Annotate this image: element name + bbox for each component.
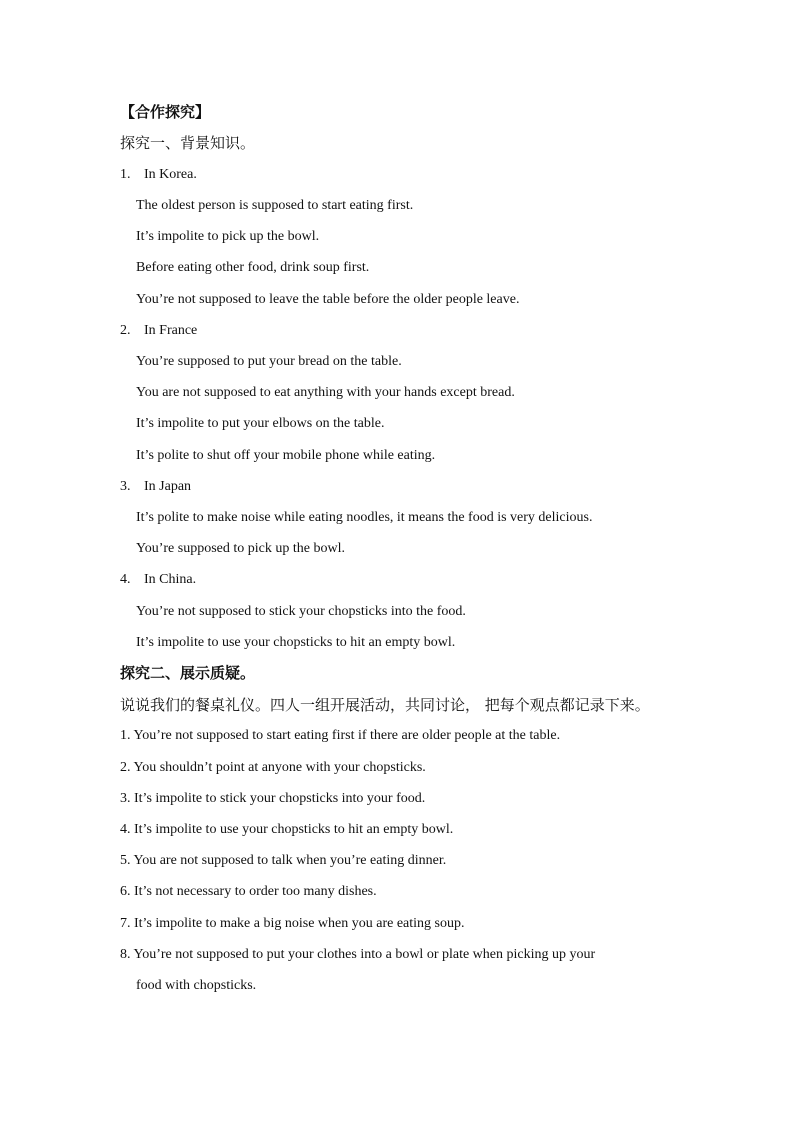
- group-country: In Korea.: [144, 167, 197, 182]
- group-heading-japan: [120, 478, 191, 496]
- group-country: In China.: [144, 572, 197, 587]
- list-item: 3. It’s impolite to stick your chopsticks into your food.: [120, 791, 426, 806]
- group-line: You’re supposed to put your bread on the table.: [136, 354, 402, 369]
- group-country: In France: [144, 323, 198, 338]
- group-heading-korea: [120, 166, 197, 184]
- list-item: 6. It’s not necessary to order too many dishes.: [120, 884, 377, 899]
- group-line: It’s impolite to put your elbows on the table.: [136, 416, 385, 431]
- group-line: You’re not supposed to stick your chopsticks into the food.: [136, 604, 466, 619]
- group-country: In Japan: [144, 479, 192, 494]
- list-item: 2. You shouldn’t point at anyone with your chopsticks.: [120, 760, 426, 775]
- group-line: You are not supposed to eat anything with your hands except bread.: [136, 385, 515, 400]
- list-item: 8. You’re not supposed to put your clothes into a bowl or plate when picking up your: [120, 947, 596, 962]
- list-item-continuation: food with chopsticks.: [136, 978, 257, 993]
- group-heading-china: [120, 571, 196, 589]
- section-title: 【合作探究】: [120, 103, 211, 121]
- group-line: You’re supposed to pick up the bowl.: [136, 541, 345, 556]
- group-line: Before eating other food, drink soup first.: [136, 260, 370, 275]
- group-number: 1.: [120, 167, 131, 182]
- group-line: You’re not supposed to leave the table before the older people leave.: [136, 292, 520, 307]
- part2-instruction: 说说我们的餐桌礼仪。四人一组开展活动，共同讨论， 把每个观点都记录下来。: [120, 696, 650, 714]
- group-line: It’s polite to shut off your mobile phone while eating.: [136, 448, 436, 463]
- list-item: 1. You’re not supposed to start eating first if there are older people at the table.: [120, 728, 561, 743]
- part1-title: 探究一、背景知识。: [120, 134, 256, 152]
- group-line: It’s impolite to pick up the bowl.: [136, 229, 320, 244]
- list-item: 4. It’s impolite to use your chopsticks to hit an empty bowl.: [120, 822, 454, 837]
- list-item: 5. You are not supposed to talk when you’re eating dinner.: [120, 853, 447, 868]
- group-number: 4.: [120, 572, 131, 587]
- list-item: 7. It’s impolite to make a big noise when you are eating soup.: [120, 916, 465, 931]
- group-line: It’s impolite to use your chopsticks to hit an empty bowl.: [136, 635, 456, 650]
- group-heading-france: [120, 322, 197, 340]
- group-number: 2.: [120, 323, 131, 338]
- group-line: The oldest person is supposed to start eating first.: [136, 198, 414, 213]
- part2-title: 探究二、展示质疑。: [120, 664, 256, 682]
- group-line: It’s polite to make noise while eating noodles, it means the food is very delicious.: [136, 510, 593, 525]
- group-number: 3.: [120, 479, 131, 494]
